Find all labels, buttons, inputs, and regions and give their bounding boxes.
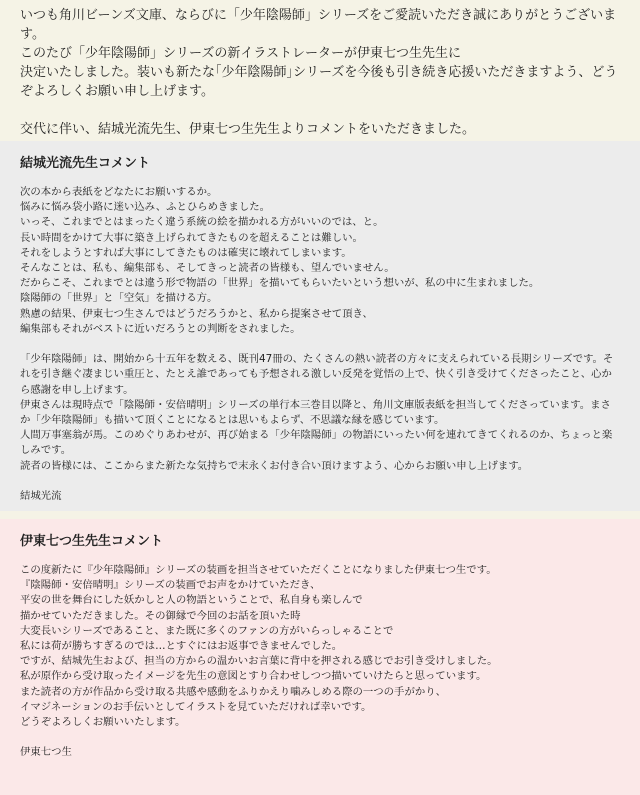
comment-line: 熟慮の結果、伊東七つ生さんではどうだろうかと、私から提案させて頂き、 bbox=[20, 307, 373, 320]
comment-line: 平安の世を舞台にした妖かしと人の物語ということで、私自身も楽しんで bbox=[20, 594, 363, 607]
intro-comment-note: 交代に伴い、結城光流先生、伊東七つ生先生よりコメントをいただきました。 bbox=[20, 122, 476, 137]
yuki-comment-heading: 結城光流先生コメント bbox=[20, 156, 151, 171]
comment-line: また読者の方が作品から受け取る共感や感動をふりかえり噛みしめる際の一つの手がかり、 bbox=[20, 685, 447, 698]
yuki-comment-section bbox=[0, 141, 640, 511]
comment-line: 陰陽師の「世界」と「空気」を描ける方。 bbox=[20, 292, 218, 305]
ito-comment-heading: 伊東七つ生先生コメント bbox=[20, 534, 164, 549]
comment-line: 描かせていただきました。その御縁で今回のお話を頂いた時 bbox=[20, 609, 301, 622]
comment-line: 次の本から表紙をどなたにお願いするか。 bbox=[20, 186, 218, 198]
comment-line: 私が原作から受け取ったイメージを先生の意図とすり合わせしつつ描いていけたらと思っています。 bbox=[20, 670, 487, 683]
comment-line: イマジネーションのお手伝いとしてイラストを見ていただければ幸いです。 bbox=[20, 700, 372, 713]
comment-line: 人間万事塞翁が馬。このめぐりあわせが、再び始まる「少年陰陽師」の物語にいったい何を連れてきてくれるのか、ちょっと楽しみです。 bbox=[20, 429, 613, 457]
comment-line: 読者の皆様には、ここからまた新たな気持ちで末永くお付き合い頂けますよう、心からお願い申し上げます。 bbox=[20, 459, 529, 472]
comment-line: だからこそ、これまでとは違う形で物語の「世界」を描いてもらいたいという想いが、私の中に生まれました。 bbox=[20, 277, 540, 290]
comment-line: そんなことは、私も、編集部も、そしてきっと読者の皆様も、望んでいません。 bbox=[20, 262, 395, 275]
comment-line: 編集部もそれがベストに近いだろうとの判断をされました。 bbox=[20, 322, 301, 335]
comment-line: 私には荷が勝ちすぎるのでは…とすぐにはお返事できませんでした。 bbox=[20, 640, 343, 653]
comment-line: 「少年陰陽師」は、開始から十五年を数える、既刊47冊の、たくさんの熱い読者の方々に支えられている長期シリーズです。それを引き継ぐ凄まじい重圧と、たとえ誰であっても予想される激しい反発を覚悟の上で、快く引き受けてくださったこと、心から感謝を申し上げます。 bbox=[20, 353, 614, 396]
intro-line-2: このたび「少年陰陽師」シリーズの新イラストレーターが伊東七つ生先生に bbox=[20, 46, 461, 61]
intro-section bbox=[0, 0, 640, 141]
yuki-signature: 結城光流 bbox=[20, 489, 62, 502]
comment-line: 長い時間をかけて大事に築き上げられてきたものを超えることは難しい。 bbox=[20, 231, 363, 244]
comment-line: 大変長いシリーズであること、また既に多くのファンの方がいらっしゃることで bbox=[20, 624, 394, 637]
comment-line: どうぞよろしくお願いいたします。 bbox=[20, 716, 186, 729]
comment-line: いっそ、これまでとはまったく違う系統の絵を描かれる方がいいのでは、と。 bbox=[20, 216, 384, 229]
ito-comment-body bbox=[20, 563, 620, 730]
comment-line: それをしようとすれば大事にしてきたものは確実に壊れてしまいます。 bbox=[20, 246, 352, 259]
comment-line: 『陰陽師・安倍晴明』シリーズの装画でお声をかけていただき、 bbox=[20, 579, 321, 592]
intro-line-3: 決定いたしました。装いも新たな｢少年陰陽師｣シリーズを今後も引き続き応援いただきますよう、どうぞよろしくお願い申し上げます。 bbox=[20, 65, 618, 99]
comment-line: 伊東さんは現時点で「陰陽師・安倍晴明」シリーズの単行本三巻目以降と、角川文庫版表紙を担当してくださっています。まさか「少年陰陽師」も描いて頂くことになるとは思いもよらず、不思議な縁を感じています。 bbox=[20, 398, 611, 427]
ito-signature: 伊東七つ生 bbox=[20, 746, 72, 759]
comment-line: 悩みに悩み袋小路に迷い込み、ふとひらめきました。 bbox=[20, 201, 270, 214]
yuki-comment-body bbox=[20, 185, 620, 474]
comment-line: この度新たに『少年陰陽師』シリーズの装画を担当させていただくことになりました伊東七つ生です。 bbox=[20, 564, 497, 576]
comment-line: ですが、結城先生および、担当の方からの温かいお言葉に背中を押される感じでお引き受けしました。 bbox=[20, 655, 498, 668]
ito-comment-section bbox=[0, 519, 640, 795]
intro-line-1: いつも角川ビーンズ文庫、ならびに「少年陰陽師」シリーズをご愛読いただき誠にありがとうございます。 bbox=[20, 8, 617, 42]
